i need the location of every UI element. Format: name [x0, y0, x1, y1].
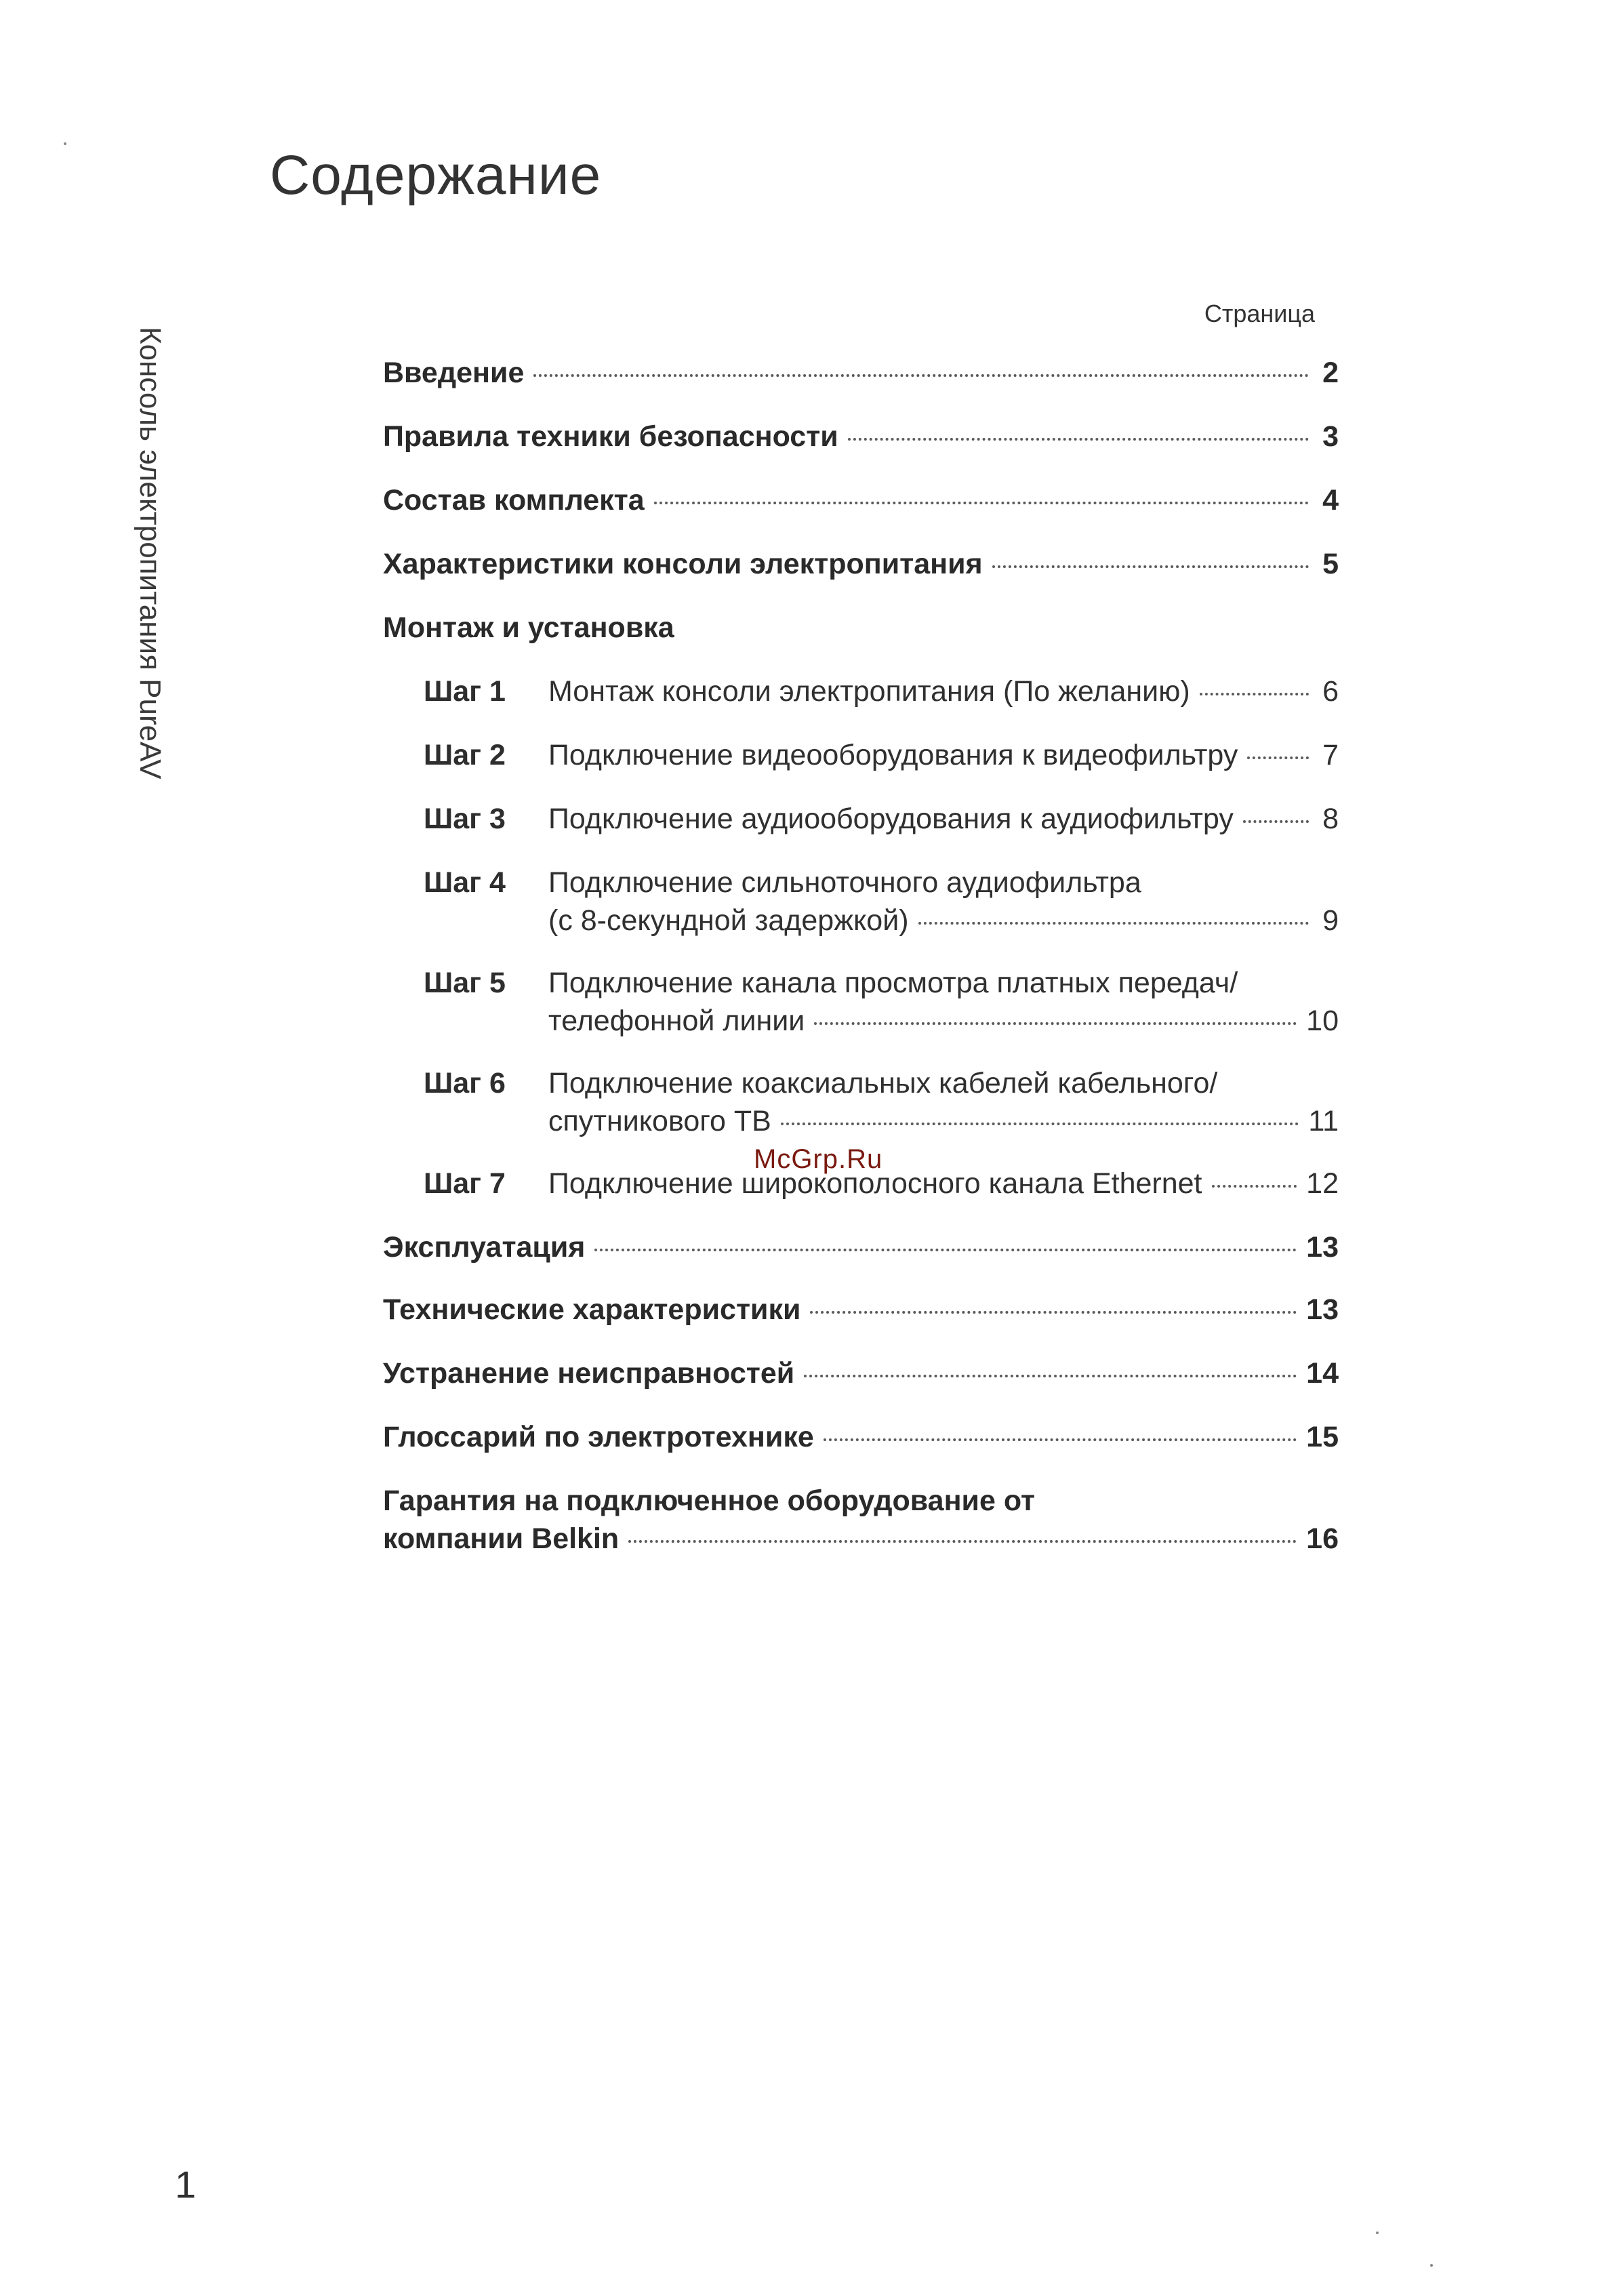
toc-entry-install[interactable]	[383, 609, 1339, 647]
toc-label: Правила техники безопасности	[383, 420, 838, 453]
toc-label: Подключение широкополосного канала Ethernet	[548, 1167, 1202, 1200]
toc-label: Эксплуатация	[383, 1231, 586, 1264]
toc-label-line1: Подключение канала просмотра платных передач/	[548, 967, 1238, 999]
page-number: 1	[175, 2163, 197, 2206]
toc-entry-intro[interactable]	[383, 354, 1339, 392]
toc-page-number: 5	[1322, 548, 1339, 580]
dot-leader	[992, 565, 1309, 568]
toc-label: Глоссарий по электротехнике	[383, 1421, 814, 1453]
dot-leader	[804, 1375, 1297, 1377]
toc-page-number: 10	[1306, 1005, 1339, 1037]
toc-page-number: 16	[1306, 1522, 1339, 1555]
toc-entry-safety[interactable]	[383, 418, 1339, 456]
step-prefix: Шаг 1	[424, 675, 506, 708]
toc-step-7[interactable]	[383, 1165, 1339, 1205]
toc-page-number: 12	[1306, 1167, 1339, 1200]
toc-label-line2: телефонной линии	[548, 1005, 805, 1037]
toc-entry-specs[interactable]	[383, 1291, 1339, 1329]
toc-step-4[interactable]	[383, 864, 1339, 942]
dot-leader	[594, 1249, 1297, 1251]
toc-entry-features[interactable]	[383, 545, 1339, 583]
step-prefix: Шаг 3	[424, 803, 506, 835]
toc-page-number: 4	[1322, 484, 1339, 517]
toc-step-6[interactable]	[383, 1064, 1339, 1143]
toc-label: Монтаж и установка	[383, 611, 674, 644]
dot-leader	[1247, 756, 1309, 759]
toc-entry-troubleshooting[interactable]	[383, 1354, 1339, 1392]
scan-speck	[1376, 2231, 1379, 2234]
dot-leader	[824, 1438, 1297, 1441]
toc-label: Устранение неисправностей	[383, 1357, 795, 1390]
toc-label-line2: компании Belkin	[383, 1522, 620, 1555]
toc-entry-contents[interactable]	[383, 481, 1339, 519]
toc-label: Подключение аудиооборудования к аудиофильтру	[548, 803, 1234, 835]
toc-page-number: 6	[1322, 675, 1339, 708]
dot-leader	[1243, 820, 1309, 823]
dot-leader	[810, 1311, 1297, 1314]
dot-leader	[918, 922, 1309, 925]
toc-label: Монтаж консоли электропитания (По желанию)	[548, 675, 1190, 708]
page-column-header: Страница	[1204, 300, 1315, 327]
step-prefix: Шаг 6	[424, 1067, 506, 1099]
scan-speck	[1430, 2264, 1433, 2267]
toc-label: Состав комплекта	[383, 484, 645, 517]
toc-label-line1: Подключение коаксиальных кабелей кабельного/	[548, 1067, 1218, 1099]
step-prefix: Шаг 7	[424, 1167, 506, 1200]
toc-label: Подключение видеооборудования к видеофильтру	[548, 739, 1238, 771]
toc-page-number: 15	[1306, 1421, 1339, 1453]
toc-page-number: 11	[1308, 1105, 1339, 1137]
dot-leader	[814, 1022, 1297, 1025]
toc-page-number: 13	[1306, 1293, 1339, 1326]
toc-step-3[interactable]	[383, 800, 1339, 841]
dot-leader	[781, 1123, 1299, 1125]
step-prefix: Шаг 4	[424, 866, 506, 899]
toc-page-number: 8	[1322, 803, 1339, 835]
page-title: Содержание	[270, 144, 602, 206]
watermark: McGrp.Ru	[754, 1144, 883, 1174]
toc-entry-operation[interactable]	[383, 1228, 1339, 1266]
toc-label: Введение	[383, 357, 525, 389]
dot-leader	[654, 502, 1309, 504]
toc-label: Технические характеристики	[383, 1293, 801, 1326]
dot-leader	[533, 374, 1309, 377]
toc-label: Характеристики консоли электропитания	[383, 548, 983, 580]
toc-page-number: 14	[1306, 1357, 1339, 1390]
dot-leader	[1200, 693, 1309, 695]
dot-leader	[1212, 1185, 1297, 1188]
product-side-label: Консоль электропитания PureAV	[134, 327, 167, 780]
toc-page-number: 7	[1322, 739, 1339, 771]
toc-label-line1: Гарантия на подключенное оборудование от	[383, 1484, 1036, 1517]
toc-step-1[interactable]	[383, 672, 1339, 713]
toc-step-2[interactable]	[383, 736, 1339, 777]
toc-page-number: 13	[1306, 1231, 1339, 1264]
dot-leader	[628, 1540, 1297, 1543]
dot-leader	[848, 438, 1309, 441]
toc-label-line2: спутникового ТВ	[548, 1105, 771, 1137]
toc-entry-warranty[interactable]	[383, 1482, 1339, 1560]
step-prefix: Шаг 5	[424, 967, 506, 999]
toc-page-number: 9	[1322, 904, 1339, 937]
toc-page-number: 2	[1322, 357, 1339, 389]
toc-entry-glossary[interactable]	[383, 1418, 1339, 1456]
toc-label-line1: Подключение сильноточного аудиофильтра	[548, 866, 1141, 899]
step-prefix: Шаг 2	[424, 739, 506, 771]
toc-page-number: 3	[1322, 420, 1339, 453]
scan-speck	[64, 142, 66, 145]
toc-step-5[interactable]	[383, 964, 1339, 1043]
toc-label-line2: (с 8-секундной задержкой)	[548, 904, 909, 937]
